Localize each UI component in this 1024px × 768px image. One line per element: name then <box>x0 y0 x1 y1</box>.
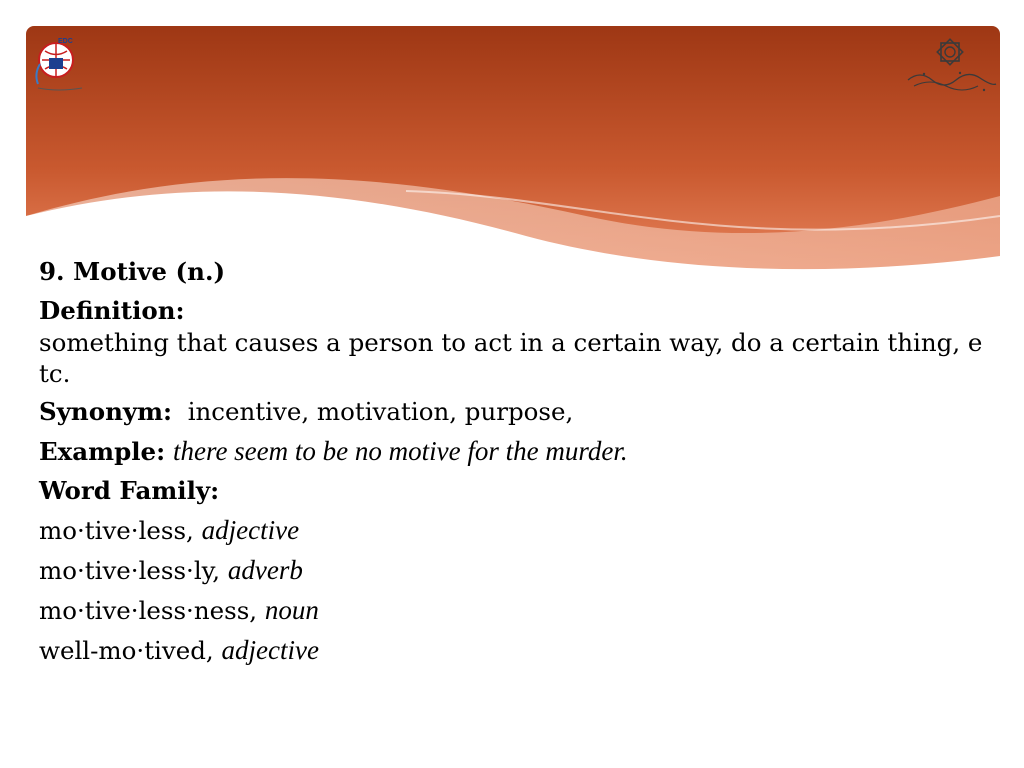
example-label: Example: <box>39 437 166 466</box>
definition-text: something that causes a person to act in a certain way, do a certain thing, etc. <box>39 328 983 388</box>
definition-label: Definition: <box>39 296 185 325</box>
synonym-text: incentive, motivation, purpose, <box>187 397 574 426</box>
word-family-label: Word Family: <box>39 476 220 505</box>
word-family-item <box>39 514 999 547</box>
synonym-row <box>39 396 999 428</box>
edc-logo-text: EDC <box>58 38 73 45</box>
header-banner <box>26 26 1000 286</box>
word-family-word: mo·tive·less, <box>39 516 194 545</box>
word-family-item <box>39 554 999 587</box>
example-text: there seem to be no motive for the murder. <box>172 436 628 466</box>
word-family-pos: noun <box>264 595 319 625</box>
word-family-pos: adjective <box>201 515 300 545</box>
word-family-item <box>39 634 999 667</box>
slide-body <box>39 256 999 674</box>
university-logo <box>900 36 1000 98</box>
synonym-label: Synonym: <box>39 397 173 426</box>
word-family-word: well-mo·tived, <box>39 636 214 665</box>
edc-logo <box>32 34 88 96</box>
term-heading: 9. Motive (n.) <box>39 257 226 286</box>
word-family-pos: adverb <box>227 555 303 585</box>
word-family-word: mo·tive·less·ness, <box>39 596 258 625</box>
example-row <box>39 435 999 468</box>
banner-graphic <box>26 26 1000 286</box>
word-family-pos: adjective <box>221 635 319 665</box>
word-family-item <box>39 594 999 627</box>
word-family-word: mo·tive·less·ly, <box>39 556 221 585</box>
